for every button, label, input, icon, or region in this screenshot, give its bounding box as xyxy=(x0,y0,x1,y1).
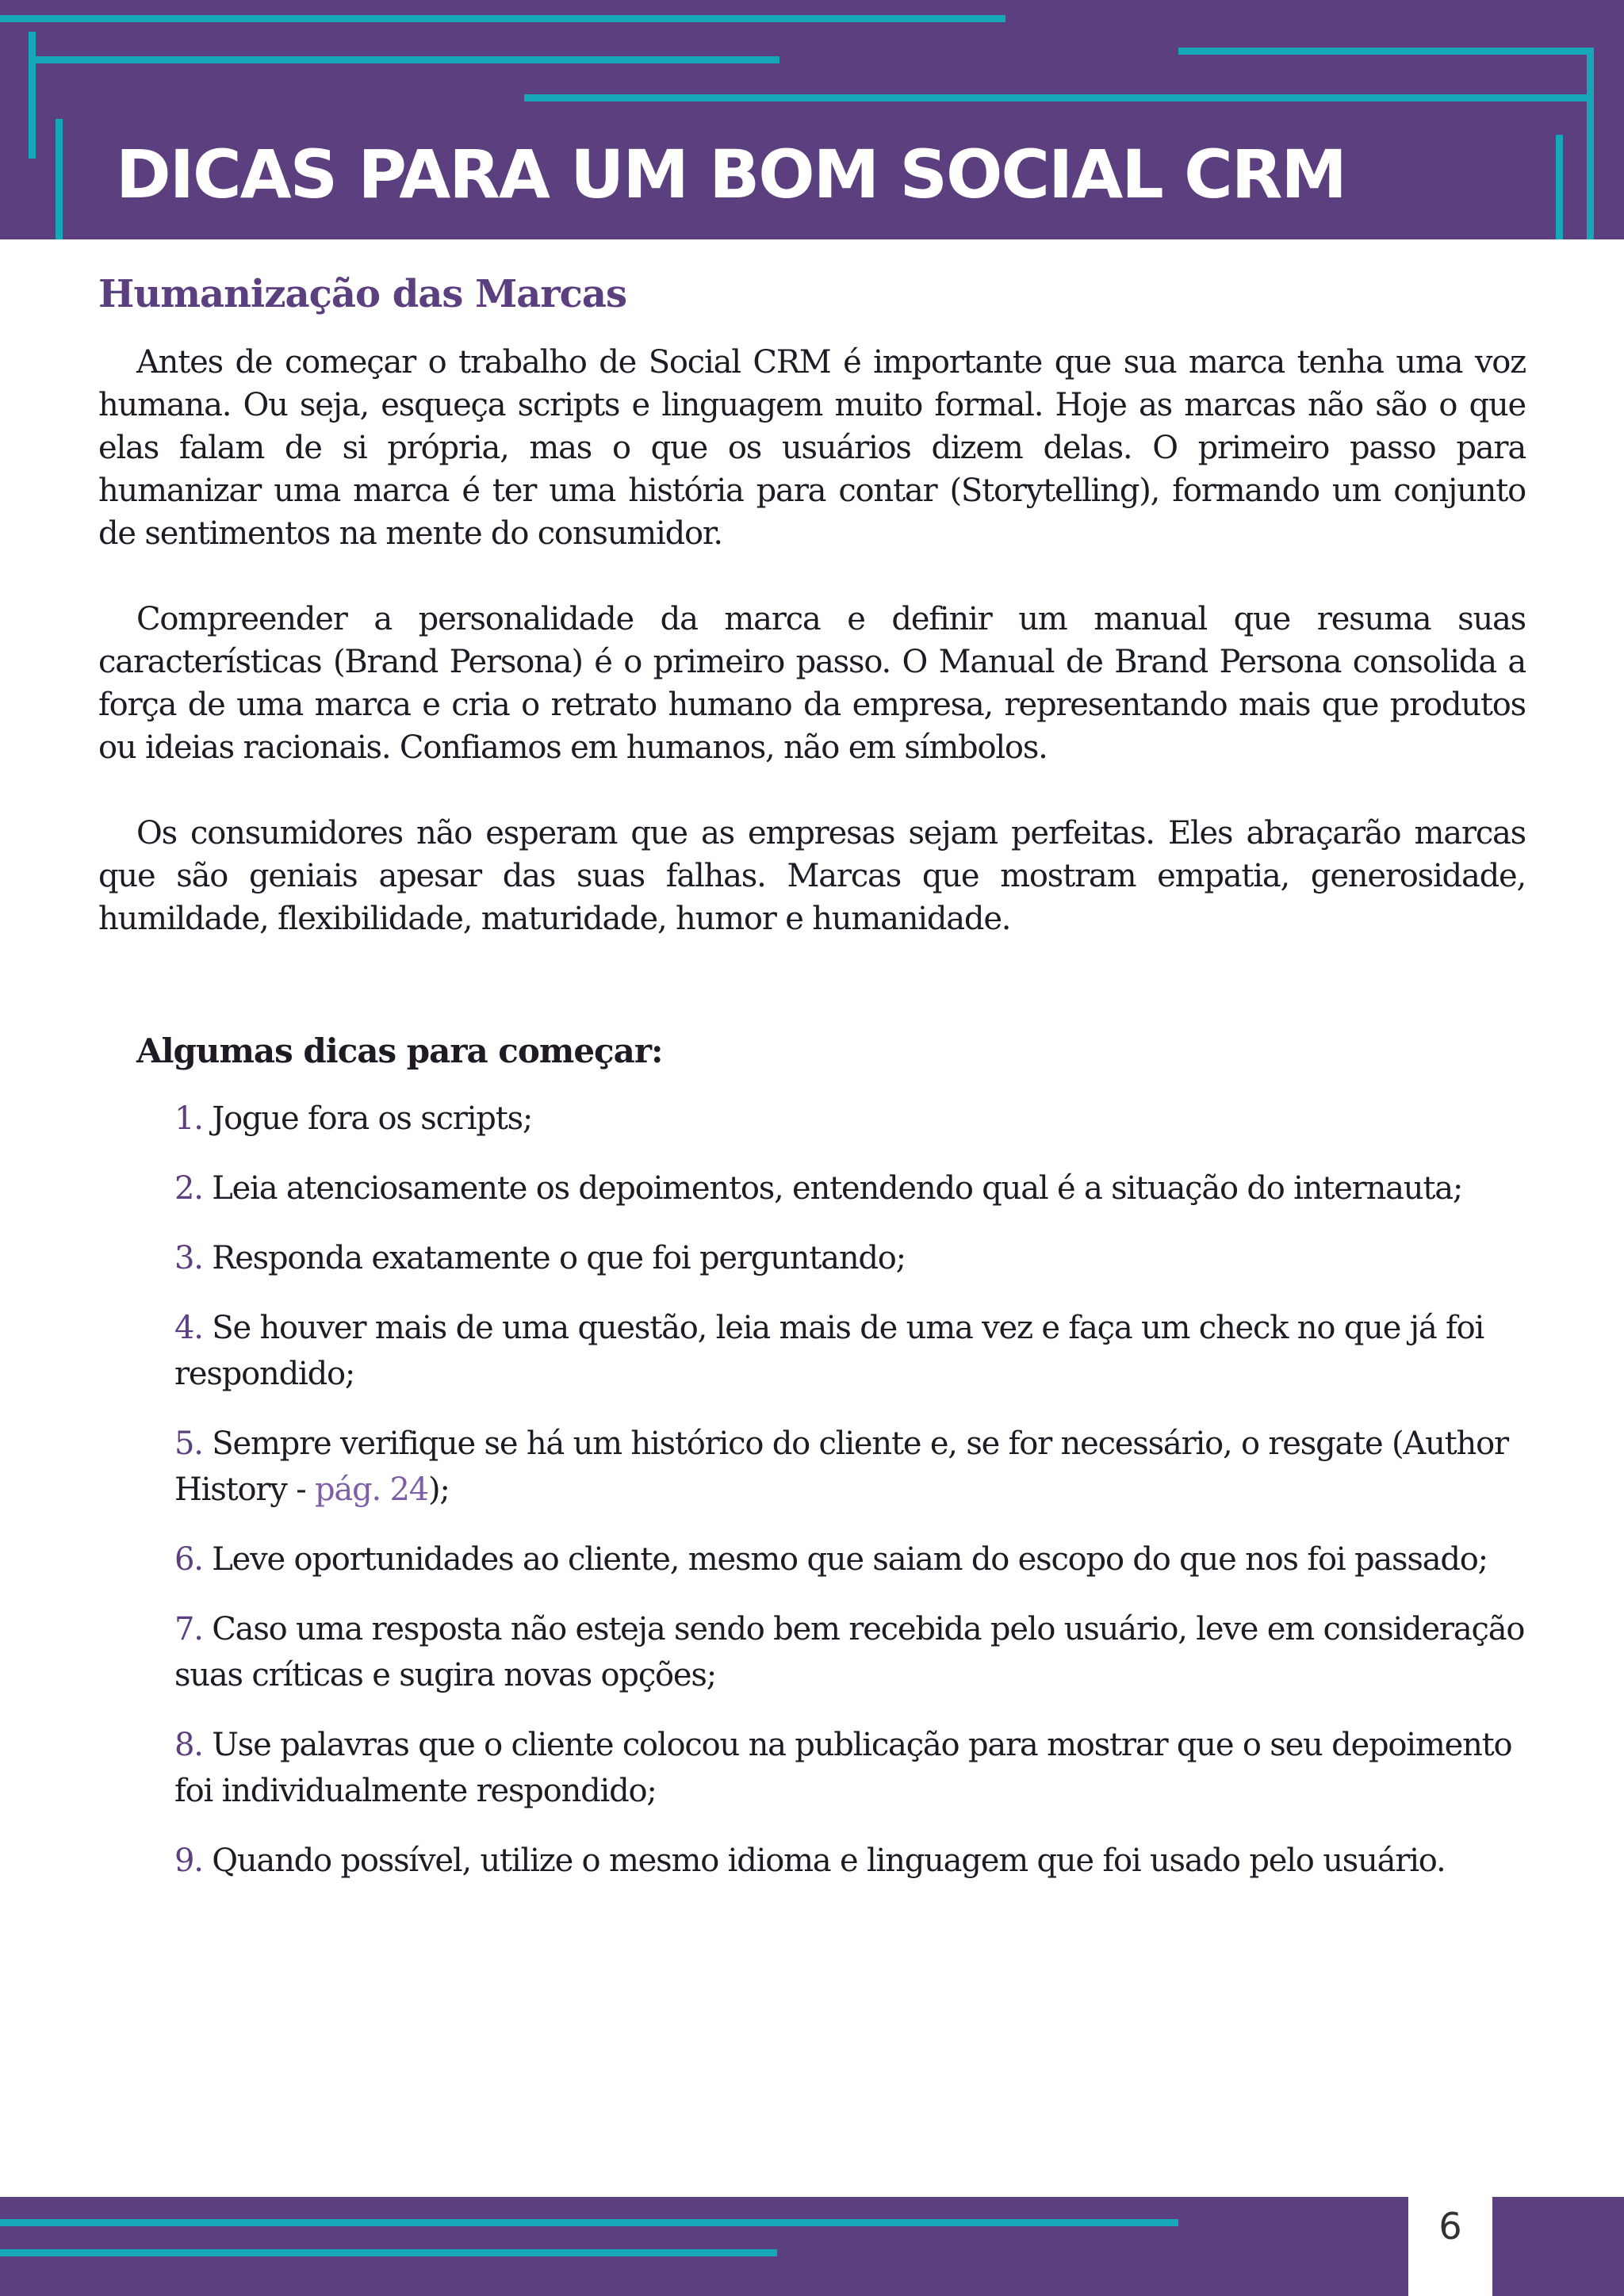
header-banner xyxy=(0,0,1624,239)
item-text: Se houver mais de uma questão, leia mais de uma vez e faça um check no que já foi respondido; xyxy=(174,1310,1484,1392)
list-item xyxy=(174,1165,1526,1211)
item-text: Quando possível, utilize o mesmo idioma e linguagem que foi usado pelo usuário. xyxy=(212,1843,1446,1879)
paragraph: Antes de começar o trabalho de Social CRM é importante que sua marca tenha uma voz humana. Ou seja, esqueça scripts e linguagem muito formal. Hoje as marcas não são o que elas falam de si própria, mas o que os usuários dizem delas. O primeiro passo para humanizar uma marca é ter uma história para contar (Storytelling), formando um conjunto de sentimentos na mente do consumidor. xyxy=(98,344,1526,552)
list-item xyxy=(174,1096,1526,1142)
list-item xyxy=(174,1838,1526,1884)
tips-heading: Algumas dicas para começar: xyxy=(136,1031,663,1070)
deco-line xyxy=(29,32,36,159)
section-title: Humanização das Marcas xyxy=(98,272,626,316)
item-text: Leve oportunidades ao cliente, mesmo que saiam do escopo do que nos foi passado; xyxy=(212,1541,1488,1578)
deco-line xyxy=(1178,48,1594,55)
deco-line xyxy=(0,15,1005,22)
item-number: 6. xyxy=(174,1541,203,1578)
list-item xyxy=(174,1235,1526,1281)
list-item xyxy=(174,1536,1526,1582)
deco-line xyxy=(0,2219,1178,2226)
item-number: 9. xyxy=(174,1843,203,1879)
item-text: Caso uma resposta não esteja sendo bem recebida pelo usuário, leve em consideração suas críticas e sugira novas opções; xyxy=(174,1611,1525,1693)
deco-line xyxy=(56,119,63,239)
item-text-end: ); xyxy=(428,1471,450,1508)
list-item xyxy=(174,1421,1526,1513)
item-number: 1. xyxy=(174,1100,203,1137)
item-number: 5. xyxy=(174,1425,203,1462)
item-number: 2. xyxy=(174,1170,203,1207)
item-number: 3. xyxy=(174,1240,203,1276)
item-number: 4. xyxy=(174,1310,203,1346)
item-number: 7. xyxy=(174,1611,203,1647)
item-text: Use palavras que o cliente colocou na publicação para mostrar que o seu depoimento foi individualmente respondido; xyxy=(174,1727,1512,1809)
item-text: Responda exatamente o que foi perguntando; xyxy=(212,1240,906,1276)
deco-line xyxy=(1587,48,1594,239)
item-number: 8. xyxy=(174,1727,203,1763)
deco-line xyxy=(524,94,1593,101)
deco-line xyxy=(29,56,779,63)
list-item xyxy=(174,1305,1526,1397)
page-reference-link[interactable]: pág. 24 xyxy=(315,1471,429,1508)
item-text: Jogue fora os scripts; xyxy=(212,1100,533,1137)
paragraph: Os consumidores não esperam que as empresas sejam perfeitas. Eles abraçarão marcas que são geniais apesar das suas falhas. Marcas que mostram empatia, generosidade, humildade, flexibilidade, maturidade, humor e humanidade. xyxy=(98,815,1526,937)
paragraph: Compreender a personalidade da marca e definir um manual que resuma suas características (Brand Persona) é o primeiro passo. O Manual de Brand Persona consolida a força de uma marca e cria o retrato humano da empresa, representando mais que produtos ou ideias racionais. Confiamos em humanos, não em símbolos. xyxy=(98,601,1526,766)
item-text: Leia atenciosamente os depoimentos, entendendo qual é a situação do internauta; xyxy=(212,1170,1463,1207)
main-content xyxy=(98,266,1526,1908)
list-item xyxy=(174,1606,1526,1698)
list-item xyxy=(174,1722,1526,1814)
page-number: 6 xyxy=(1438,2205,1462,2248)
item-text: Sempre verifique se há um histórico do cliente e, se for necessário, o resgate (Author History - xyxy=(174,1425,1508,1508)
deco-line xyxy=(1556,135,1563,239)
page-number-box xyxy=(1408,2197,1492,2296)
deco-line xyxy=(0,2249,777,2256)
tips-list xyxy=(174,1096,1526,1884)
footer-banner xyxy=(0,2197,1624,2296)
page-title: DICAS PARA UM BOM SOCIAL CRM xyxy=(116,136,1346,213)
